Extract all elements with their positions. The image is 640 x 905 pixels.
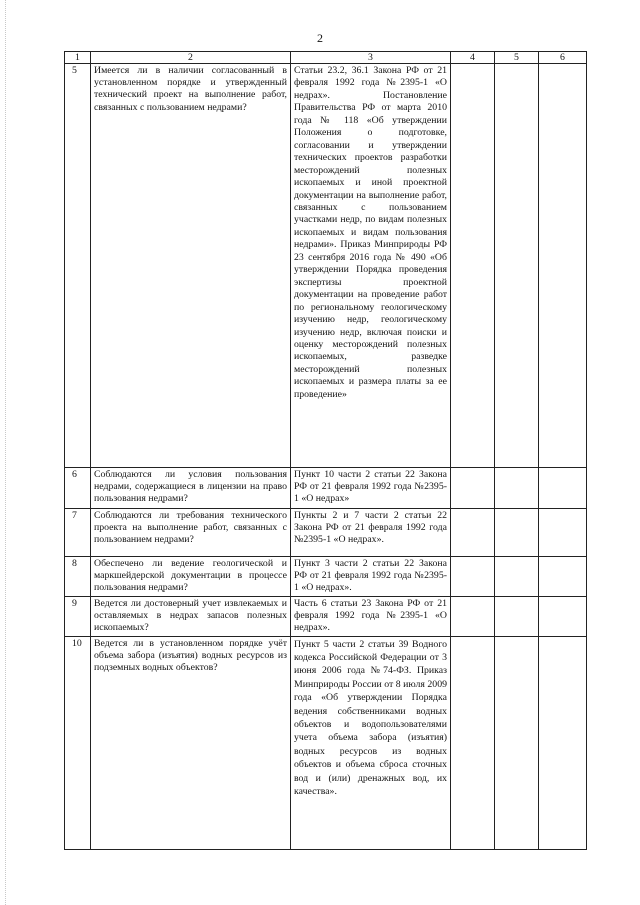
scan-edge-line [5,0,6,905]
row-cell-empty [451,557,495,597]
row-cell-empty [451,509,495,557]
row-cell-empty [495,557,539,597]
column-header: 6 [539,52,587,64]
row-question: Соблюдаются ли требования технического проекта на выполнение работ, связанных с пользованием недрами? [91,509,291,557]
row-cell-empty [539,557,587,597]
row-number: 8 [65,557,91,597]
row-question: Ведется ли в установленном порядке учёт объема забора (изъятия) водных ресурсов из подземных водных объектов? [91,636,291,849]
row-number: 10 [65,636,91,849]
row-cell-empty [539,468,587,509]
row-cell-empty [495,597,539,637]
row-number: 6 [65,468,91,509]
row-legal-basis: Статьи 23.2, 36.1 Закона РФ от 21 февраля 1992 года №2395-1 «О недрах». Постановление Правительства РФ от марта 2010 года № 118 «Об утверждении Положения о подготовке, согласовании и утверждении технических проектов разработки месторождений полезных ископаемых и иной проектной документации на выполнение работ, связанных с пользованием участками недр, по видам полезных ископаемых и видам пользования недрами». Приказ Минприроды РФ 23 сентября 2016 года № 490 «Об утверждении Порядка проведения экспертизы проектной документации на проведение работ по региональному геологическому изучению недр, геологическому изучению недр, включая поиски и оценку месторождений полезных ископаемых, разведке месторождений полезных ископаемых и размера платы за ее проведение» [291,64,451,468]
row-question: Обеспечено ли ведение геологической и маркшейдерской документации в процессе пользования недрами? [91,557,291,597]
table-row [65,509,587,557]
column-header: 4 [451,52,495,64]
row-cell-empty [451,64,495,468]
checklist-table [64,51,587,850]
column-header: 1 [65,52,91,64]
row-number: 5 [65,64,91,468]
row-cell-empty [451,636,495,849]
table-row [65,557,587,597]
row-cell-empty [539,636,587,849]
table-row [65,64,587,468]
row-cell-empty [539,597,587,637]
row-cell-empty [495,636,539,849]
table-row [65,468,587,509]
row-legal-basis: Пункт 10 части 2 статьи 22 Закона РФ от 21 февраля 1992 года №2395-1 «О недрах» [291,468,451,509]
row-legal-basis: Часть 6 статьи 23 Закона РФ от 21 февраля 1992 года №2395-1 «О недрах». [291,597,451,637]
row-legal-basis: Пункт 3 части 2 статьи 22 Закона РФ от 21 февраля 1992 года №2395-1 «О недрах». [291,557,451,597]
row-legal-basis: Пункт 5 части 2 статьи 39 Водного кодекса Российской Федерации от 3 июня 2006 года №74-ФЗ. Приказ Минприроды России от 8 июля 2009 года «Об утверждении Порядка ведения собственниками водных объектов и водопользователями учета объема забора (изъятия) водных ресурсов из водных объектов и объема сброса сточных вод и (или) дренажных вод, их качества». [291,636,451,849]
row-cell-empty [451,468,495,509]
row-question: Соблюдаются ли условия пользования недрами, содержащиеся в лицензии на право пользования недрами? [91,468,291,509]
row-cell-empty [495,509,539,557]
row-legal-basis: Пункты 2 и 7 части 2 статьи 22 Закона РФ от 21 февраля 1992 года №2395-1 «О недрах». [291,509,451,557]
table-row [65,597,587,637]
page-number: 2 [317,31,323,45]
row-cell-empty [451,597,495,637]
column-header: 5 [495,52,539,64]
row-number: 7 [65,509,91,557]
table-row [65,636,587,849]
row-cell-empty [495,468,539,509]
row-cell-empty [539,64,587,468]
table-header-row [65,52,587,64]
row-cell-empty [495,64,539,468]
row-cell-empty [539,509,587,557]
row-number: 9 [65,597,91,637]
row-question: Ведется ли достоверный учет извлекаемых и оставляемых в недрах запасов полезных ископаемых? [91,597,291,637]
column-header: 2 [91,52,291,64]
column-header: 3 [291,52,451,64]
row-question: Имеется ли в наличии согласованный в установленном порядке и утвержденный технический проект на выполнение работ, связанных с пользованием недрами? [91,64,291,468]
